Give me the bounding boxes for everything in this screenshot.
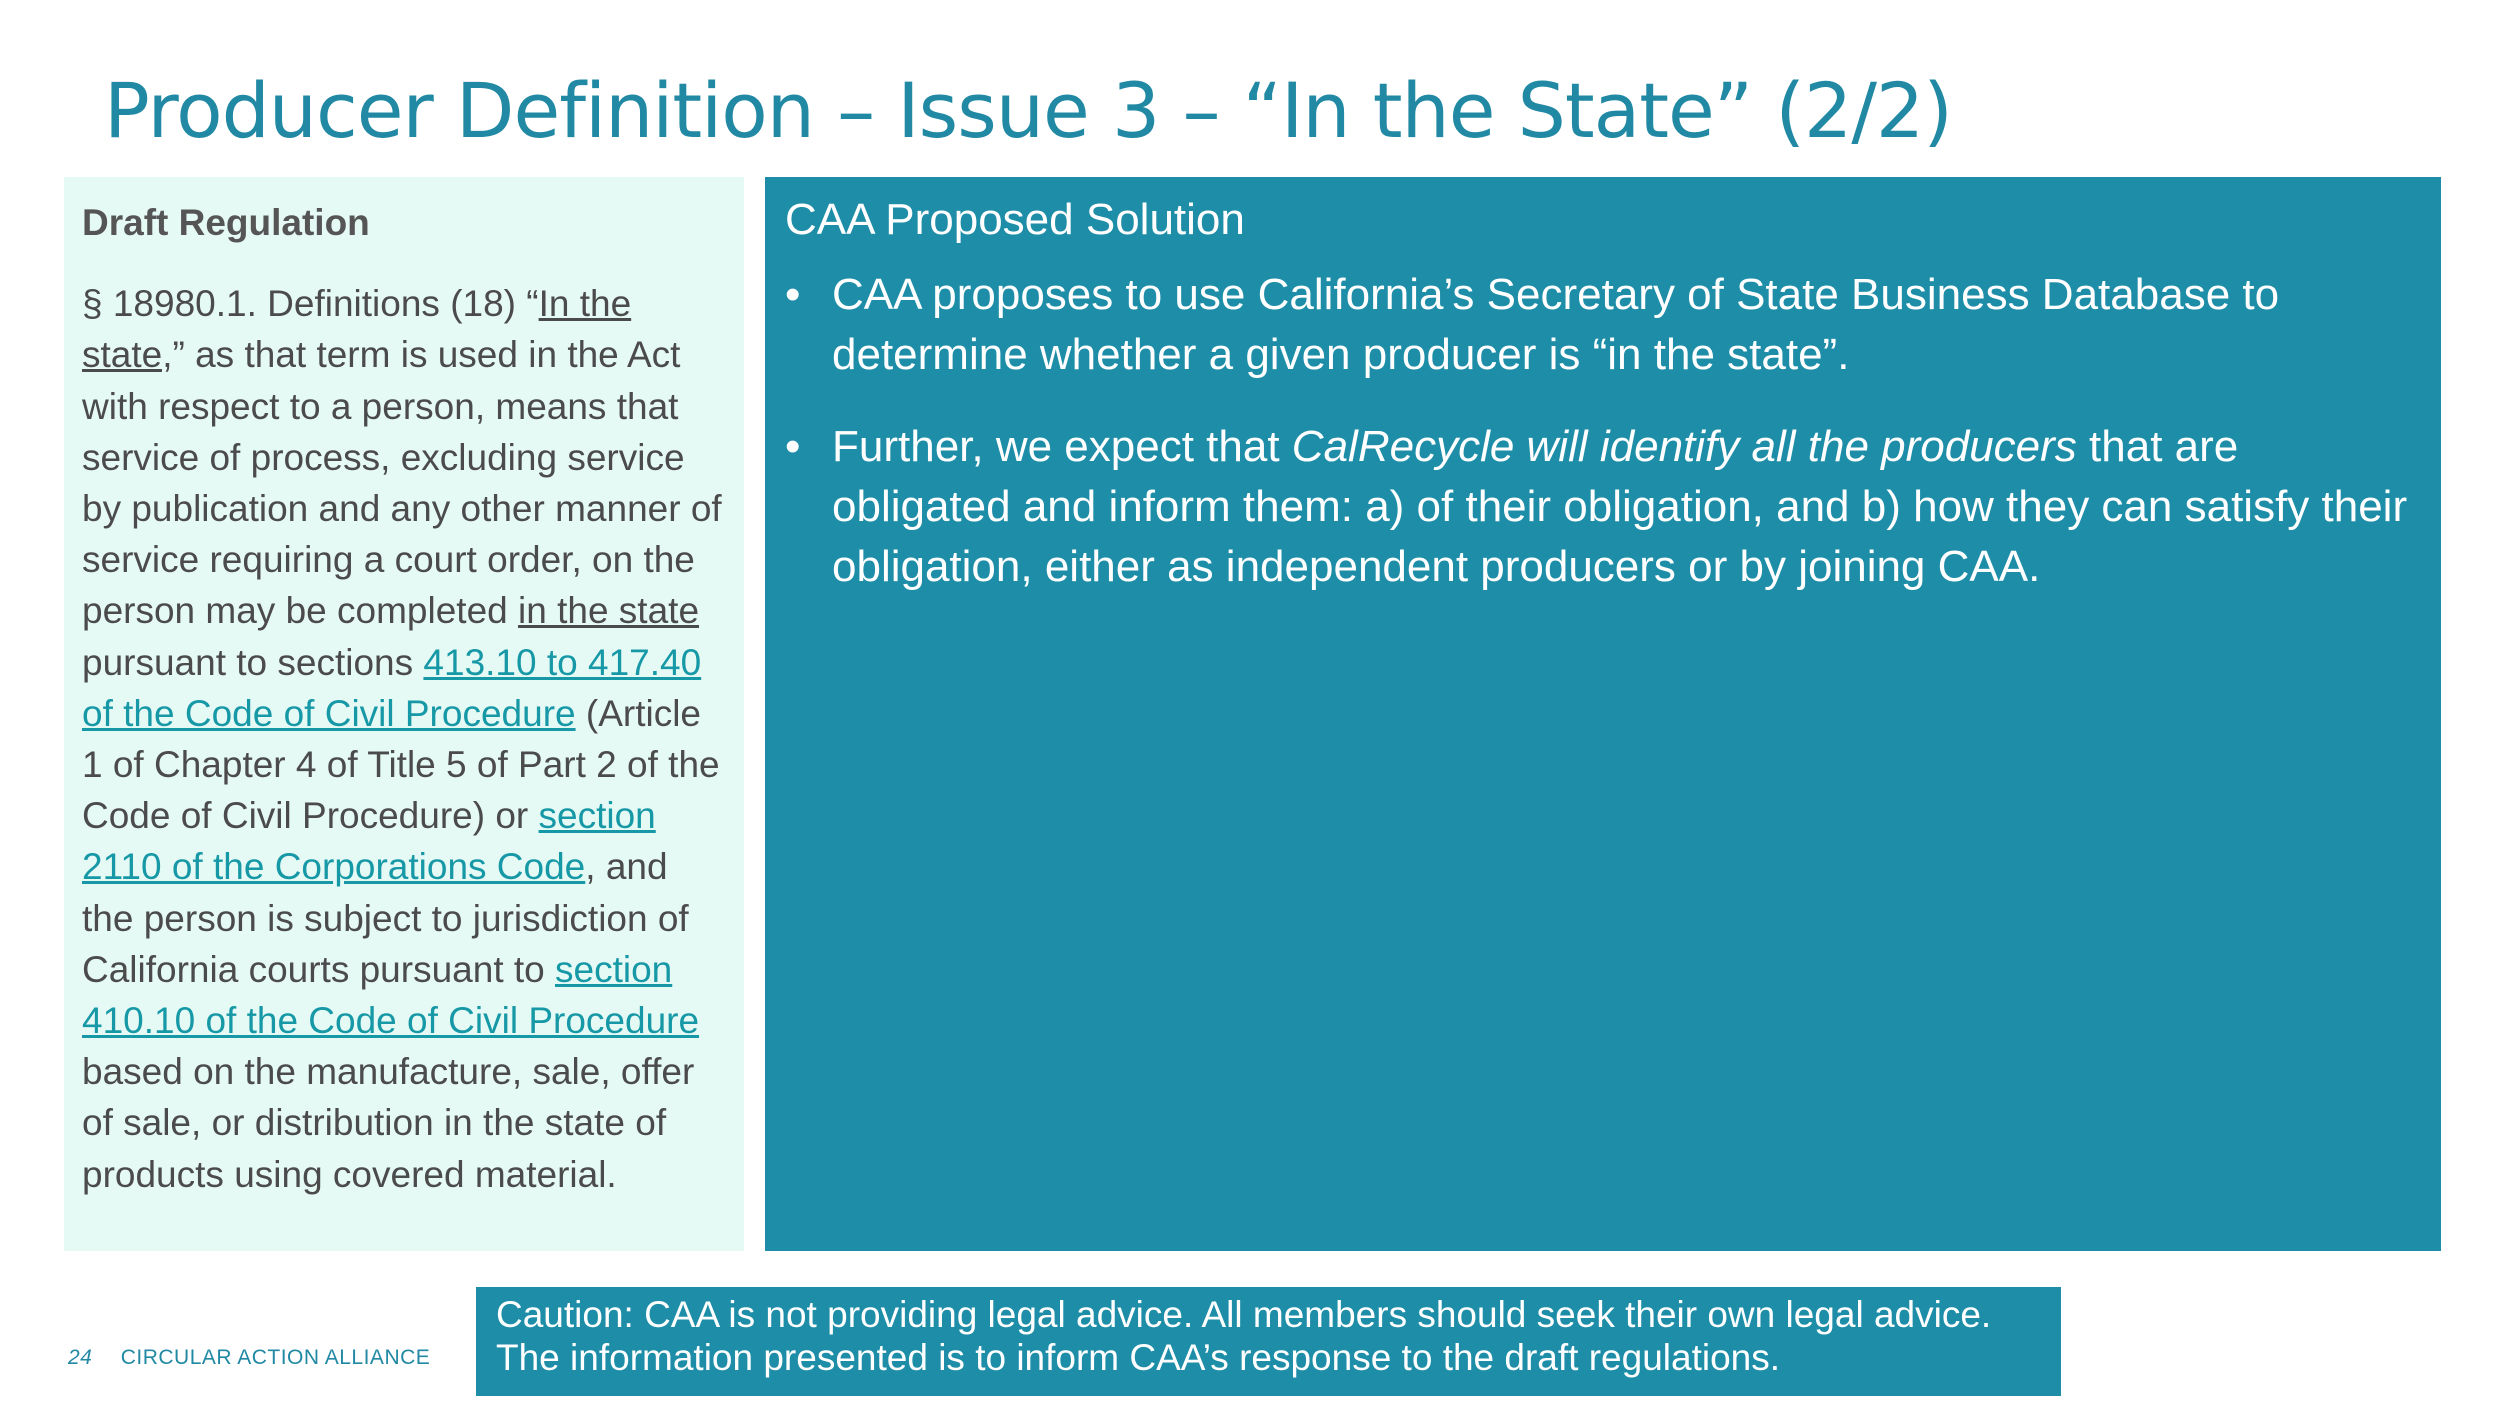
slide-title: Producer Definition – Issue 3 – “In the State” (2/2) (104, 66, 1952, 155)
link-ccp-410-10[interactable]: section 410.10 of the Code of Civil Procedure (82, 948, 700, 1042)
caution-banner (476, 1287, 2061, 1396)
bullet-icon: • (785, 422, 801, 471)
reg-segment-6: (Article 1 of Chapter 4 of Title 5 of Part 2 of the Code of Civil Procedure) or (82, 692, 720, 837)
solution-bullet-list (785, 265, 2421, 597)
page-number: 24 (68, 1346, 93, 1369)
footer-org-name: CIRCULAR ACTION ALLIANCE (120, 1346, 431, 1369)
solution-bullet-1 (785, 265, 2421, 385)
solution-bullet-2-text-after: that are obligated and inform them: a) of their obligation, and b) how they can satisfy their obligation, either as independent producers or by joining CAA. (832, 422, 2408, 591)
bullet-icon: • (785, 270, 801, 319)
proposed-solution-panel (765, 177, 2441, 1251)
reg-segment-0: § 18980.1. Definitions (18) “ (82, 283, 539, 325)
solution-bullet-2-emphasis: CalRecycle will identify all the producers (1291, 422, 2077, 471)
link-corp-code-2110[interactable]: section 2110 of the Corporations Code (82, 795, 656, 888)
reg-phrase-in-the-state: in the state (518, 590, 700, 632)
caution-text: Caution: CAA is not providing legal advice. All members should seek their own legal advice. The information presented is to inform CAA’s response to the draft regulations. (496, 1294, 1992, 1378)
draft-regulation-heading: Draft Regulation (82, 202, 370, 243)
reg-segment-10: based on the manufacture, sale, offer of sale, or distribution in the state of products using covered material. (82, 1051, 695, 1195)
draft-regulation-panel (64, 177, 744, 1251)
reg-segment-8: , and the person is subject to jurisdiction of California courts pursuant to (82, 846, 689, 990)
solution-bullet-1-text: CAA proposes to use California’s Secretary of State Business Database to determine whether a given producer is “in the state”. (832, 270, 2280, 379)
proposed-solution-heading: CAA Proposed Solution (785, 195, 1245, 244)
solution-bullet-2 (785, 417, 2421, 597)
reg-term-in-the-state: In the state, (82, 283, 632, 376)
draft-regulation-text (82, 278, 726, 1200)
reg-segment-2: ” as that term is used in the Act with respect to a person, means that service of process, excluding service by publication and any other manner of service requiring a court order, on the person may be completed (82, 334, 722, 632)
reg-segment-4: pursuant to sections (82, 641, 424, 683)
solution-bullet-2-text-before: Further, we expect that (832, 422, 1292, 471)
regulation-paragraph (82, 278, 726, 1200)
link-ccp-413-10[interactable]: 413.10 to 417.40 of the Code of Civil Procedure (82, 641, 702, 734)
slide-footer (68, 1346, 430, 1370)
